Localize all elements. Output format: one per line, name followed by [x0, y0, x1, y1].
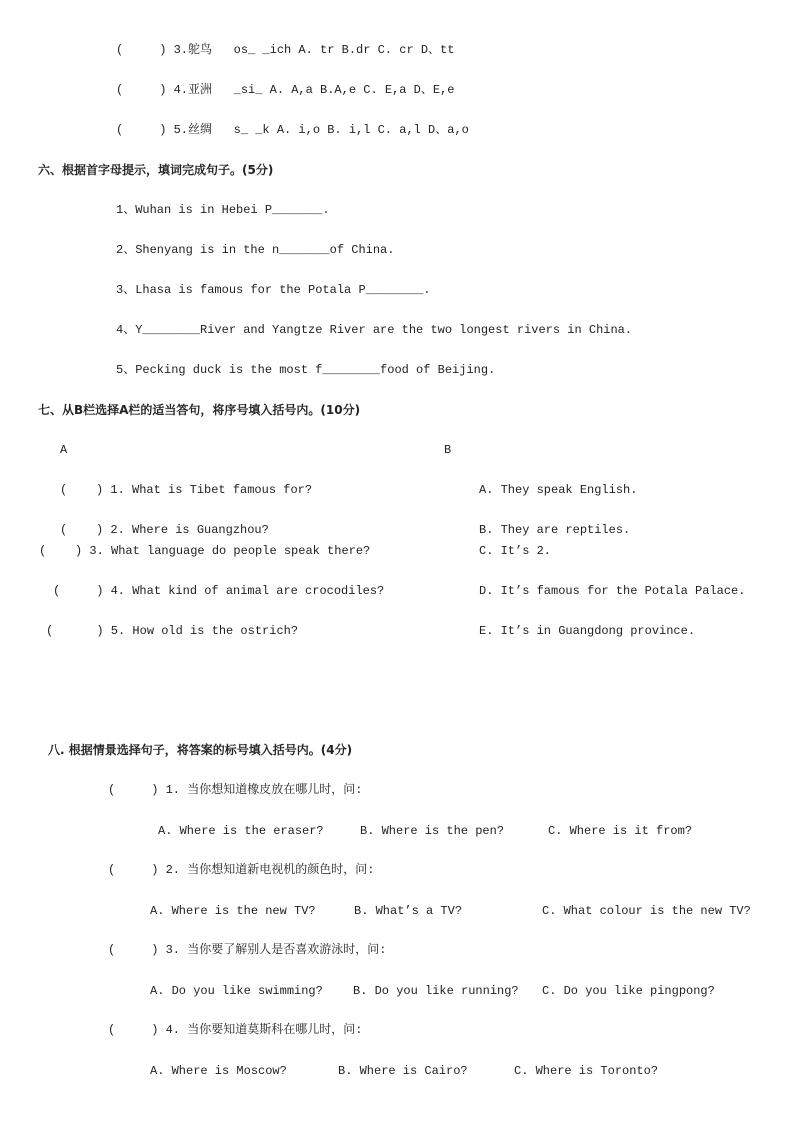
situation-question: ( ) 4. 当你要知道莫斯科在哪儿时，问: [108, 1023, 363, 1037]
option: B. What’s a TV? [354, 904, 463, 918]
section-heading: 八. 根据情景选择句子，将答案的标号填入括号内。(4分) [48, 743, 353, 757]
column-b-label: B [444, 443, 452, 457]
option: A. Where is the eraser? [158, 824, 324, 838]
option: A. Where is Moscow? [150, 1064, 287, 1078]
question: ( ) 1. What is Tibet famous for? [60, 483, 313, 497]
spelling-item: ( ) 3.鸵鸟 os_ _ich A. tr B.dr C. cr D、tt [116, 43, 455, 57]
answer: B. They are reptiles. [479, 523, 631, 537]
option: A. Where is the new TV? [150, 904, 316, 918]
option: A. Do you like swimming? [150, 984, 323, 998]
spelling-item: ( ) 4.亚洲 _si_ A. A,a B.A,e C. E,a D、E,e [116, 83, 455, 97]
answer: E. It’s in Guangdong province. [479, 624, 696, 638]
situation-question: ( ) 2. 当你想知道新电视机的颜色时，问: [108, 863, 375, 877]
option: C. What colour is the new TV? [542, 904, 751, 918]
option: C. Where is it from? [548, 824, 693, 838]
fill-item: 2、Shenyang is in the n_______of China. [116, 243, 395, 257]
situation-question: ( ) 3. 当你要了解别人是否喜欢游泳时，问: [108, 943, 387, 957]
question: ( ) 5. How old is the ostrich? [46, 624, 299, 638]
answer: C. It’s 2. [479, 544, 552, 558]
fill-item: 5、Pecking duck is the most f________food of Beijing. [116, 363, 496, 377]
fill-item: 3、Lhasa is famous for the Potala P________. [116, 283, 431, 297]
fill-item: 1、Wuhan is in Hebei P_______. [116, 203, 330, 217]
answer: D. It’s famous for the Potala Palace. [479, 584, 746, 598]
section-heading: 六、根据首字母提示，填词完成句子。(5分) [38, 163, 274, 177]
section-heading: 七、从B栏选择A栏的适当答句，将序号填入括号内。(10分) [38, 403, 361, 417]
question: ( ) 2. Where is Guangzhou? [60, 523, 269, 537]
option: B. Do you like running? [353, 984, 519, 998]
option: B. Where is the pen? [360, 824, 505, 838]
question: ( ) 3. What language do people speak there? [39, 544, 371, 558]
question: ( ) 4. What kind of animal are crocodiles? [53, 584, 385, 598]
option: C. Where is Toronto? [514, 1064, 659, 1078]
option: C. Do you like pingpong? [542, 984, 715, 998]
fill-item: 4、Y________River and Yangtze River are the two longest rivers in China. [116, 323, 633, 337]
option: B. Where is Cairo? [338, 1064, 468, 1078]
column-a-label: A [60, 443, 68, 457]
spelling-item: ( ) 5.丝绸 s_ _k A. i,o B. i,l C. a,l D、a,o [116, 123, 469, 137]
situation-question: ( ) 1. 当你想知道橡皮放在哪儿时，问: [108, 783, 363, 797]
answer: A. They speak English. [479, 483, 638, 497]
